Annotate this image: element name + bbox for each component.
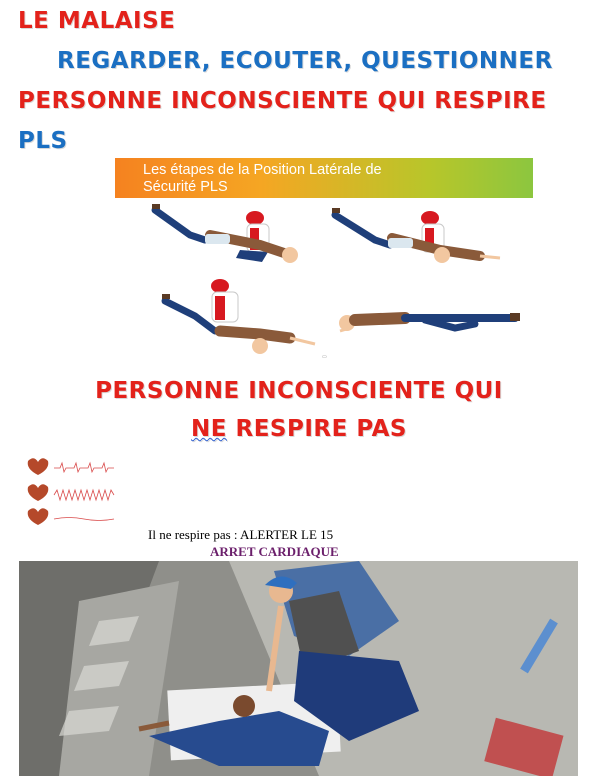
ecg-trace-normal xyxy=(54,463,114,472)
heading-ne-respire-pas xyxy=(0,416,598,442)
pls-step-1-illustration xyxy=(150,200,320,275)
heading-ne-word: NE xyxy=(191,416,227,442)
pls-steps-figure xyxy=(115,158,533,360)
ecg-rhythms-thumbnail xyxy=(24,455,144,531)
heading-regarder: REGARDER, ECOUTER, QUESTIONNER xyxy=(57,48,553,74)
heart-icon xyxy=(28,458,49,525)
figure-corner-mark: ▭ xyxy=(322,354,327,360)
ecg-trace-fibrillation xyxy=(54,490,114,500)
alert-text: Il ne respire pas : ALERTER LE 15 xyxy=(148,527,334,542)
heading-pls: PLS xyxy=(18,128,68,154)
heading-respire-pas: RESPIRE PAS xyxy=(227,416,407,442)
arret-cardiaque-label: ARRET CARDIAQUE xyxy=(210,544,339,559)
heading-malaise: LE MALAISE xyxy=(18,8,176,34)
pls-step-2-illustration xyxy=(330,200,510,275)
heading-inconsciente-ne-respire: PERSONNE INCONSCIENTE QUI xyxy=(95,378,503,404)
pls-banner-line1: Les étapes de la Position Latérale de xyxy=(143,162,382,178)
pls-step-4-illustration xyxy=(335,298,525,348)
cpr-photo xyxy=(19,561,578,776)
pls-banner xyxy=(115,158,533,198)
ecg-trace-asystole xyxy=(54,518,114,521)
heading-inconsciente-respire: PERSONNE INCONSCIENTE QUI RESPIRE xyxy=(18,88,547,114)
pls-step-3-illustration xyxy=(160,276,330,356)
pls-banner-line2: Sécurité PLS xyxy=(143,179,228,195)
